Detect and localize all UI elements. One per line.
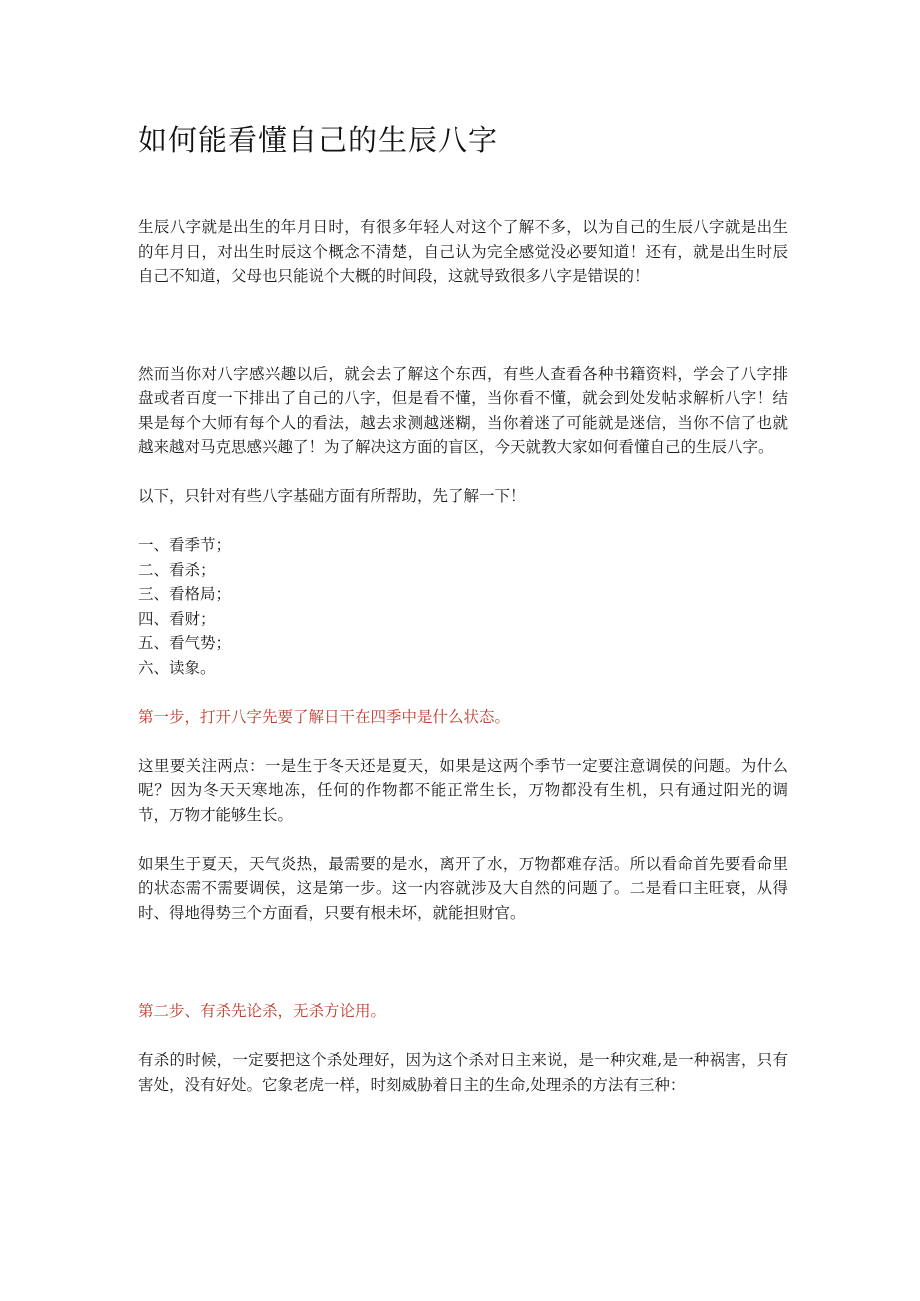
spacer (138, 729, 788, 754)
list-item: 四、看财； (138, 609, 216, 628)
intro-paragraph: 生辰八字就是出生的年月日时，有很多年轻人对这个了解不多，以为自己的生辰八字就是出生的年月日，对出生时辰这个概念不清楚，自己认为完全感觉没必要知道！还有，就是出生时辰自己不知道，父母也只能说个大概的时间段，这就导致很多八字是错误的！ (138, 218, 788, 285)
step1-paragraph-2: 如果生于夏天，天气炎热，最需要的是水，离开了水，万物都难存活。所以看命首先要看命里的状态需不需要调侯，这是第一步。这一内容就涉及大自然的问题了。二是看口主旺衰，从得时、得地得势三个方面看，只要有根未坏，就能担财官。 (138, 854, 788, 922)
lead-in-paragraph: 以下，只针对有些八字基础方面有所帮助，先了解一下！ (138, 487, 526, 505)
spacer (138, 680, 788, 705)
spacer (138, 460, 788, 485)
list-item: 五、看气势； (138, 634, 232, 652)
spacer (138, 827, 788, 852)
step2-heading: 第二步、有杀先论杀，无杀方论用。 (138, 1002, 387, 1020)
list-item: 三、看格局； (138, 585, 232, 603)
spacer (138, 509, 788, 534)
step1-paragraph-1: 这里要关注两点：一是生于冬天还是夏天，如果是这两个季节一定要注意调侯的问题。为什么呢？因为冬天天寒地冻，任何的作物都不能正常生长，万物都没有生机，只有通过阳光的调节，万物才能够生长。 (138, 756, 788, 824)
step1-heading: 第一步，打开八字先要了解日干在四季中是什么状态。 (138, 707, 511, 726)
list-item: 六、读象。 (138, 658, 216, 677)
second-paragraph: 然而当你对八字感兴趣以后，就会去了解这个东西，有些人查看各种书籍资料，学会了八字排盘或者百度一下排出了自己的八字，但是看不懂，当你看不懂，就会到处发帖求解析八字！结果是每个大师有每个人的看法，越去求测越迷糊，当你着迷了可能就是迷信，当你不信了也就越来越对马克思感兴趣了！为了解决这方面的盲区，今天就教大家如何看懂自己的生辰八字。 (138, 364, 788, 456)
step2-paragraph-1: 有杀的时候，一定要把这个杀处理好，因为这个杀对日主来说，是一种灾难,是一种祸害，只有害处，没有好处。它象老虎一样，时刻威胁着日主的生命,处理杀的方法有三种： (138, 1051, 788, 1094)
page-title: 如何能看懂自己的生辰八字 (138, 123, 499, 157)
spacer (138, 289, 788, 362)
list-item: 二、看杀； (138, 560, 216, 579)
article-body (138, 215, 788, 1097)
list-item: 一、看季节； (138, 536, 232, 554)
spacer (138, 1024, 788, 1049)
steps-list (138, 533, 788, 680)
spacer (138, 925, 788, 999)
